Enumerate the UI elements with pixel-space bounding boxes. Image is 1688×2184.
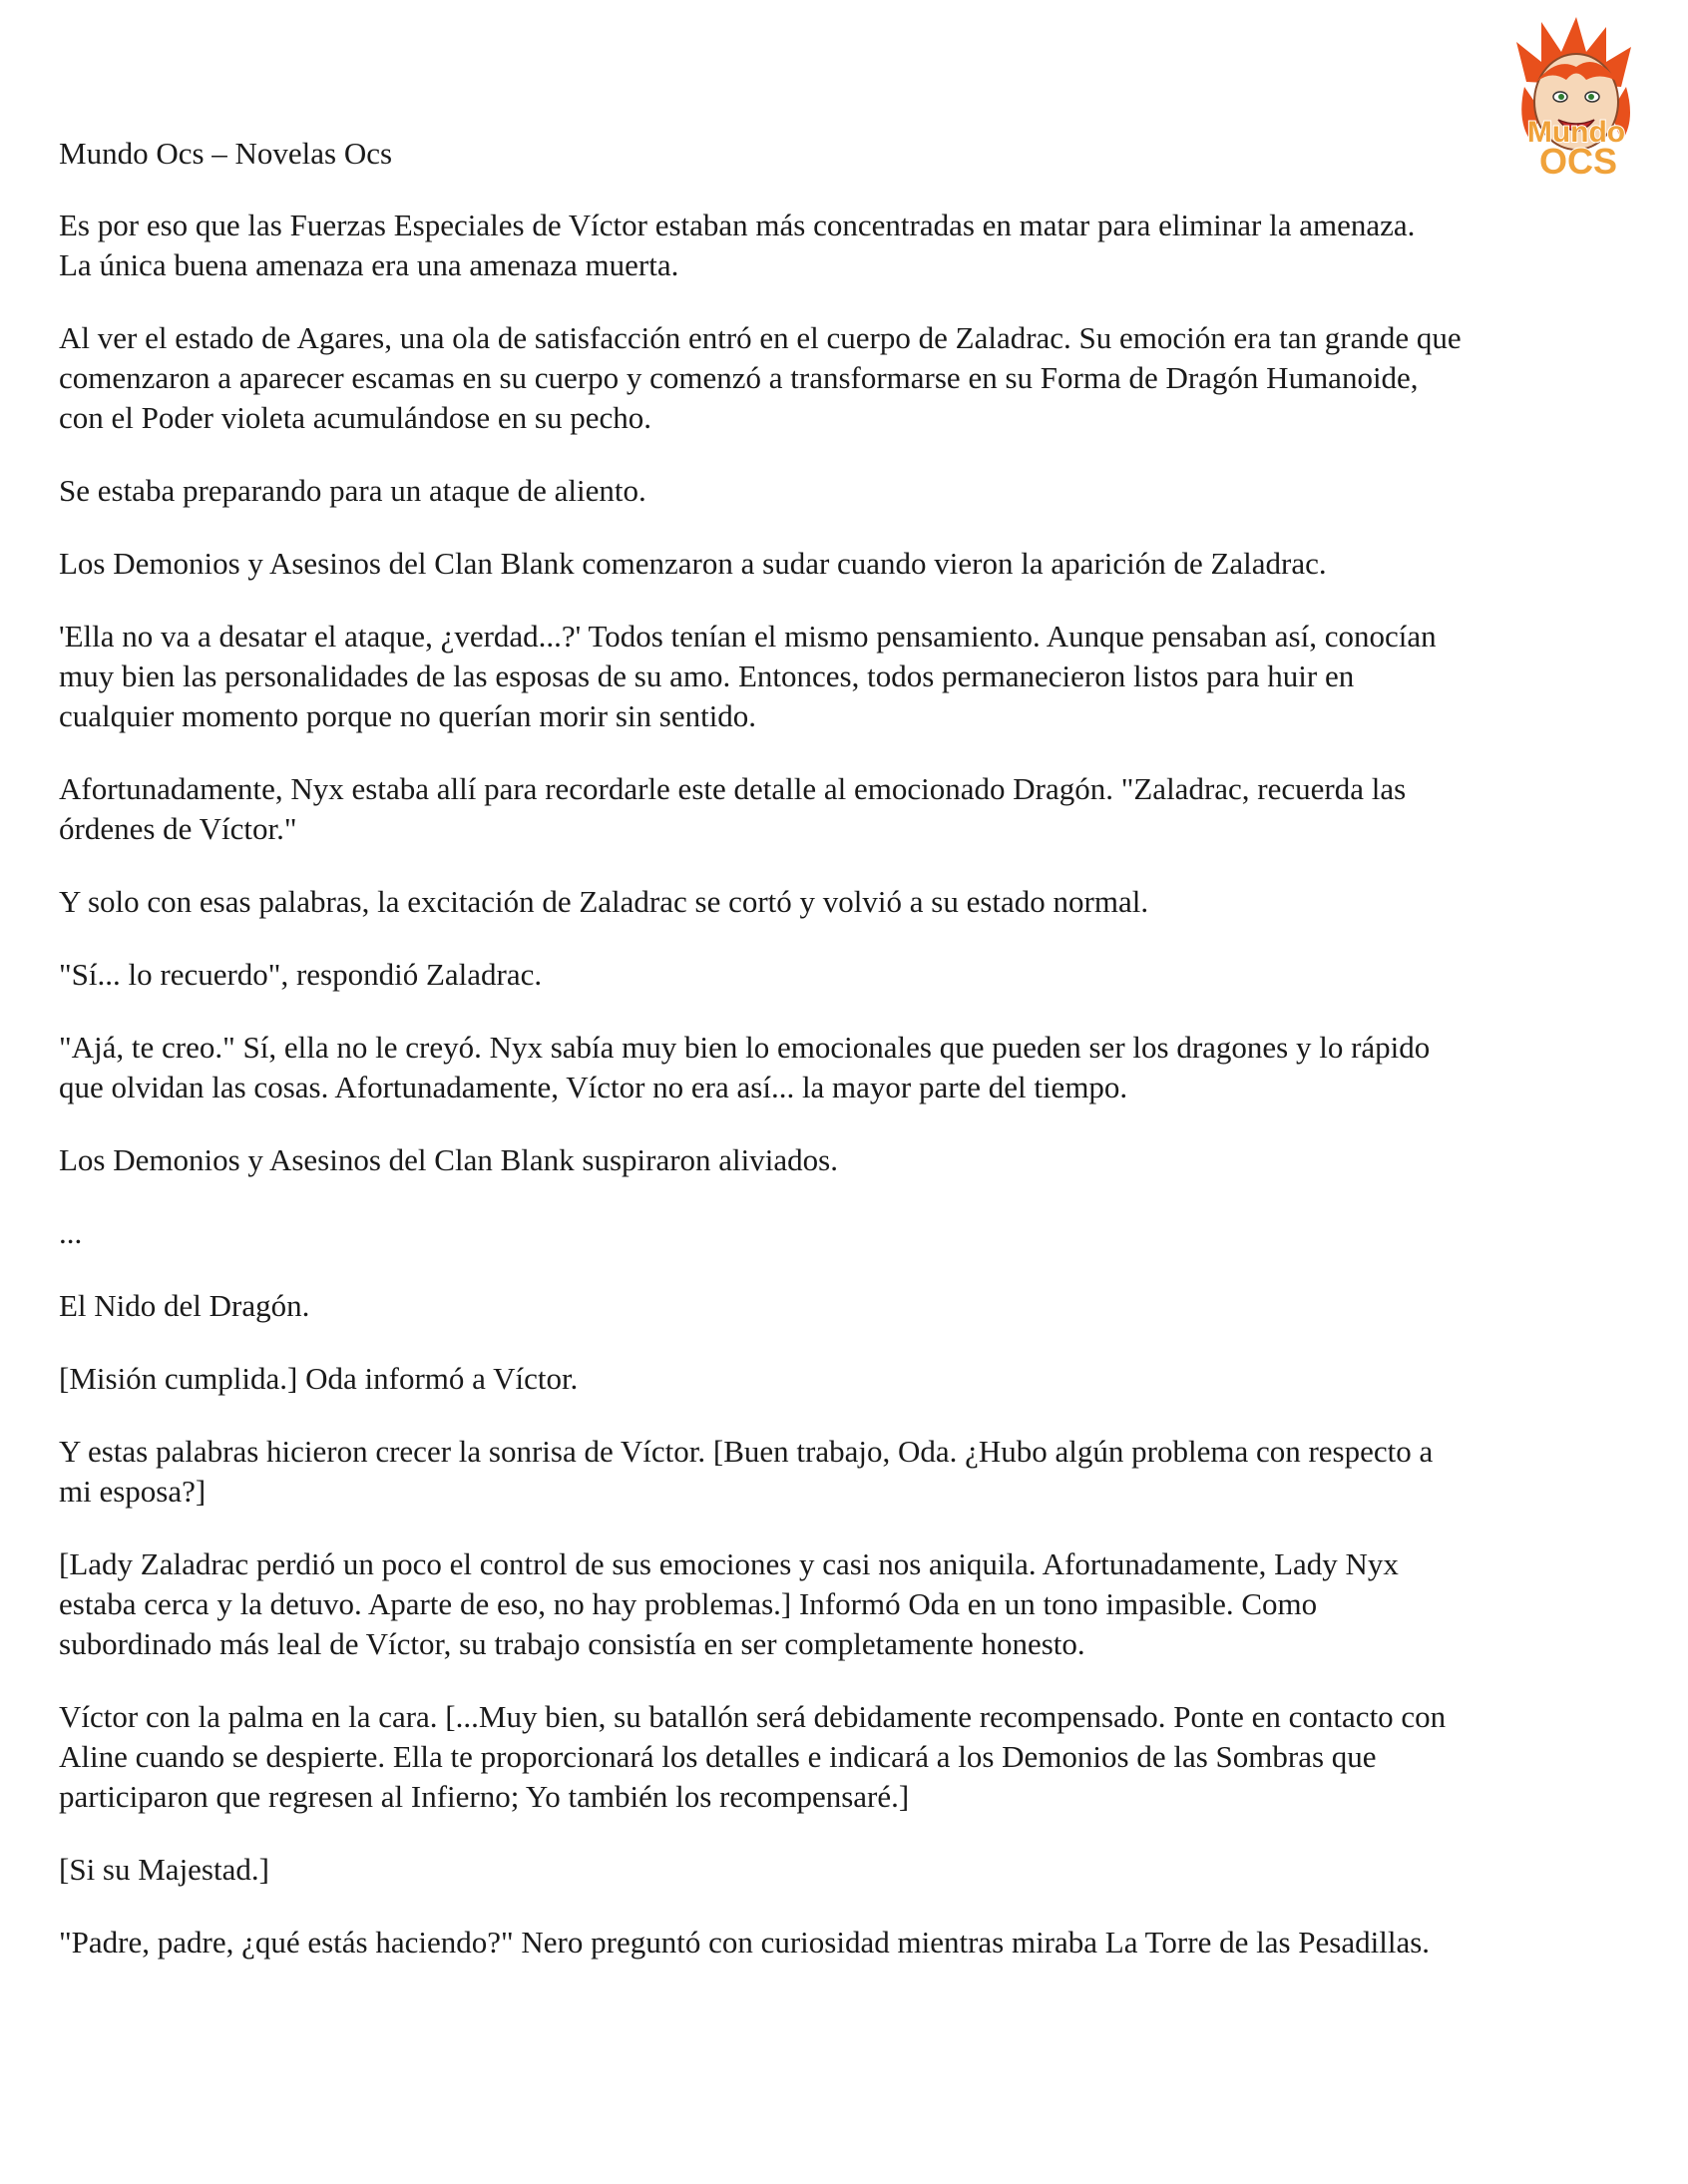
paragraph-line: El Nido del Dragón. xyxy=(59,1288,310,1323)
paragraph-line: ... xyxy=(59,1215,83,1250)
paragraph-line: Y estas palabras hicieron crecer la sonrisa de Víctor. [Buen trabajo, Oda. ¿Hubo algún problema con respecto a xyxy=(59,1434,1434,1469)
paragraph-line: Se estaba preparando para un ataque de aliento. xyxy=(59,473,646,508)
paragraph-line: mi esposa?] xyxy=(59,1474,207,1509)
paragraph-line: participaron que regresen al Infierno; Yo también los recompensaré.] xyxy=(59,1779,910,1814)
mundo-ocs-logo xyxy=(1486,12,1666,182)
paragraph-line: Al ver el estado de Agares, una ola de satisfacción entró en el cuerpo de Zaladrac. Su emoción era tan grande que xyxy=(59,320,1462,355)
paragraph-line: Los Demonios y Asesinos del Clan Blank suspiraron aliviados. xyxy=(59,1142,838,1177)
paragraph-line: Víctor con la palma en la cara. [...Muy bien, su batallón será debidamente recompensado. Ponte en contacto con xyxy=(59,1699,1447,1734)
paragraph xyxy=(59,1923,1645,1963)
paragraph-line: Es por eso que las Fuerzas Especiales de Víctor estaban más concentradas en matar para eliminar la amenaza. xyxy=(59,208,1416,242)
paragraph-line: "Sí... lo recuerdo", respondió Zaladrac. xyxy=(59,957,543,992)
paragraph-line: Aline cuando se despierte. Ella te proporcionará los detalles e indicará a los Demonios de las Sombras que xyxy=(59,1739,1377,1774)
paragraph-line: estaba cerca y la detuvo. Aparte de eso, no hay problemas.] Informó Oda en un tono impasible. Como xyxy=(59,1586,1318,1621)
paragraph-line: comenzaron a aparecer escamas en su cuerpo y comenzó a transformarse en su Forma de Dragón Humanoide, xyxy=(59,360,1419,395)
paragraph-line: La única buena amenaza era una amenaza muerta. xyxy=(59,247,679,282)
paragraph-line: muy bien las personalidades de las esposas de su amo. Entonces, todos permanecieron listos para huir en xyxy=(59,658,1355,693)
paragraph-line: [Lady Zaladrac perdió un poco el control de sus emociones y casi nos aniquila. Afortunadamente, Lady Nyx xyxy=(59,1546,1399,1581)
paragraph-line: órdenes de Víctor." xyxy=(59,811,297,846)
paragraph xyxy=(59,1028,1645,1107)
paragraph-line: con el Poder violeta acumulándose en su pecho. xyxy=(59,400,651,435)
paragraph-line: Afortunadamente, Nyx estaba allí para recordarle este detalle al emocionado Dragón. "Zaladrac, recuerda las xyxy=(59,771,1407,806)
paragraph xyxy=(59,1213,1645,1253)
logo-text-ocs: OCS xyxy=(1538,141,1618,182)
paragraph xyxy=(59,955,1645,995)
paragraph xyxy=(59,1286,1645,1326)
paragraph-line: [Si su Majestad.] xyxy=(59,1852,269,1887)
paragraph xyxy=(59,617,1645,736)
paragraph xyxy=(59,769,1645,849)
paragraph xyxy=(59,1359,1645,1399)
paragraph xyxy=(59,1544,1645,1664)
paragraph-line: "Ajá, te creo." Sí, ella no le creyó. Nyx sabía muy bien lo emocionales que pueden ser los dragones y lo rápido xyxy=(59,1030,1431,1065)
document-body xyxy=(59,206,1645,1995)
paragraph-line: Y solo con esas palabras, la excitación de Zaladrac se cortó y volvió a su estado normal. xyxy=(59,884,1149,919)
paragraph-line: Los Demonios y Asesinos del Clan Blank comenzaron a sudar cuando vieron la aparición de Zaladrac. xyxy=(59,546,1327,581)
paragraph xyxy=(59,1850,1645,1890)
paragraph xyxy=(59,1140,1645,1180)
paragraph xyxy=(59,1697,1645,1817)
paragraph-line: subordinado más leal de Víctor, su trabajo consistía en ser completamente honesto. xyxy=(59,1626,1085,1661)
logo-text-mundo: Mundo xyxy=(1526,116,1626,149)
paragraph-line: cualquier momento porque no querían morir sin sentido. xyxy=(59,698,757,733)
paragraph xyxy=(59,1432,1645,1512)
paragraph xyxy=(59,471,1645,511)
page-header: Mundo Ocs – Novelas Ocs xyxy=(59,136,393,171)
paragraph-line: "Padre, padre, ¿qué estás haciendo?" Nero preguntó con curiosidad mientras miraba La Torre de las Pesadillas. xyxy=(59,1925,1431,1960)
paragraph-line: [Misión cumplida.] Oda informó a Víctor. xyxy=(59,1361,579,1396)
paragraph xyxy=(59,206,1645,285)
paragraph xyxy=(59,882,1645,922)
paragraph-line: que olvidan las cosas. Afortunadamente, Víctor no era así... la mayor parte del tiempo. xyxy=(59,1070,1128,1104)
paragraph-line: 'Ella no va a desatar el ataque, ¿verdad...?' Todos tenían el mismo pensamiento. Aunque pensaban así, conocían xyxy=(59,619,1437,654)
paragraph xyxy=(59,318,1645,438)
paragraph xyxy=(59,544,1645,584)
